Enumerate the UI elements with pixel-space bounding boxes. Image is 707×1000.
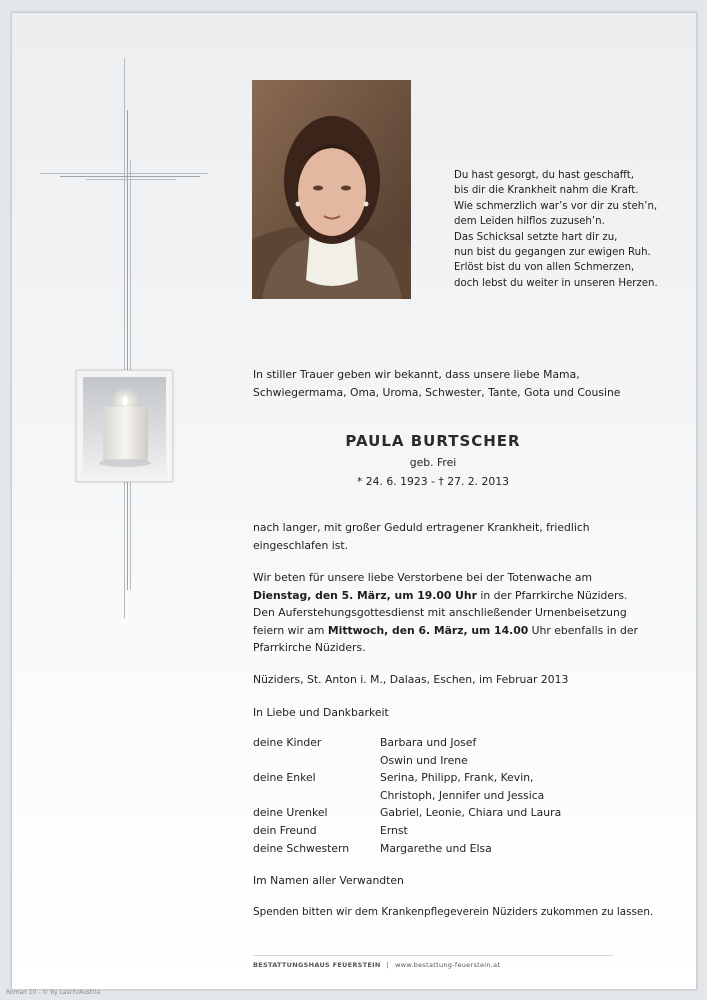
poem-line: Das Schicksal setzte hart dir zu, [454, 231, 618, 243]
poem-line: doch lebst du weiter in unseren Herzen. [454, 277, 658, 289]
company-name: BESTATTUNGSHAUS FEUERSTEIN [253, 961, 381, 969]
donation-line: Spenden bitten wir dem Krankenpflegeverein Nüziders zukommen zu lassen. [253, 906, 654, 918]
family-relation: deine Enkel [253, 771, 316, 785]
family-names: Ernst [380, 823, 408, 837]
wake-location: in der Pfarrkirche Nüziders. [476, 588, 628, 602]
service-line: Den Auferstehungsgottesdienst mit anschließender Urnenbeisetzung [253, 606, 627, 620]
poem [454, 168, 684, 291]
family-relation: deine Schwestern [253, 841, 350, 855]
poem-line: Wie schmerzlich war’s vor dir zu steh’n, [454, 200, 658, 212]
place-date: Nüziders, St. Anton i. M., Dalaas, Eschen, im Februar 2013 [253, 673, 569, 686]
footer-divider [253, 955, 613, 956]
family-row [253, 822, 561, 840]
candle-image [76, 370, 173, 482]
wake-date: Dienstag, den 5. März, um 19.00 Uhr [253, 588, 477, 602]
family-row [253, 734, 561, 752]
intro-line: In stiller Trauer geben wir bekannt, dass unsere liebe Mama, [253, 368, 580, 381]
poem-line: bis dir die Krankheit nahm die Kraft. [454, 185, 639, 197]
family-row [253, 787, 561, 805]
family-names: Margarethe und Elsa [380, 841, 492, 855]
family-names: Oswin und Irene [380, 753, 468, 767]
family-names: Barbara und Josef [380, 736, 477, 749]
family-names: Gabriel, Leonie, Chiara und Laura [380, 806, 562, 820]
family-relation [253, 752, 380, 770]
family-row [253, 769, 561, 787]
service-line [253, 587, 638, 605]
family-relation: dein Freund [253, 823, 317, 837]
family-row [253, 752, 561, 770]
family-relation: deine Kinder [253, 736, 322, 749]
website-link[interactable]: www.bestattung-feuerstein.at [395, 961, 501, 969]
service-info [253, 569, 638, 657]
family-row [253, 840, 561, 858]
poem-line: Erlöst bist du von allen Schmerzen, [454, 262, 635, 274]
footer-separator: | [386, 961, 390, 969]
portrait-photo [252, 80, 411, 299]
footer [253, 961, 500, 969]
passing-text [253, 519, 590, 554]
intro-text [253, 366, 620, 401]
deceased-name: PAULA BURTSCHER [345, 432, 521, 450]
family-names: Christoph, Jennifer und Jessica [380, 788, 545, 802]
family-relation: deine Urenkel [253, 806, 328, 820]
passing-line: eingeschlafen ist. [253, 538, 349, 552]
love-line: In Liebe und Dankbarkeit [253, 706, 389, 719]
poem-line: Du hast gesorgt, du hast geschafft, [454, 170, 634, 181]
family-names: Serina, Philipp, Frank, Kevin, [380, 771, 534, 785]
service-line: Wir beten für unsere liebe Verstorbene bei der Totenwache am [253, 571, 593, 584]
maiden-name: geb. Frei [409, 456, 457, 469]
funeral-location: Uhr ebenfalls in der [528, 623, 638, 637]
relatives-line: Im Namen aller Verwandten [253, 874, 404, 887]
service-line: Pfarrkirche Nüziders. [253, 641, 366, 655]
passing-line: nach langer, mit großer Geduld ertragener Krankheit, friedlich [253, 521, 590, 534]
intro-line: Schwiegermama, Oma, Uroma, Schwester, Tante, Gota und Cousine [253, 385, 621, 399]
funeral-intro: feiern wir am [253, 623, 328, 637]
family-list [253, 734, 561, 857]
template-credit: Roman 10 - © by Lasch/Austria [6, 989, 101, 996]
poem-line: nun bist du gegangen zur ewigen Ruh. [454, 247, 651, 259]
family-relation [253, 787, 380, 805]
funeral-date: Mittwoch, den 6. März, um 14.00 [327, 623, 529, 637]
life-dates: * 24. 6. 1923 - † 27. 2. 2013 [356, 475, 510, 488]
service-line [253, 622, 638, 640]
poem-line: dem Leiden hilflos zuzuseh’n. [454, 216, 605, 228]
family-row [253, 804, 561, 822]
